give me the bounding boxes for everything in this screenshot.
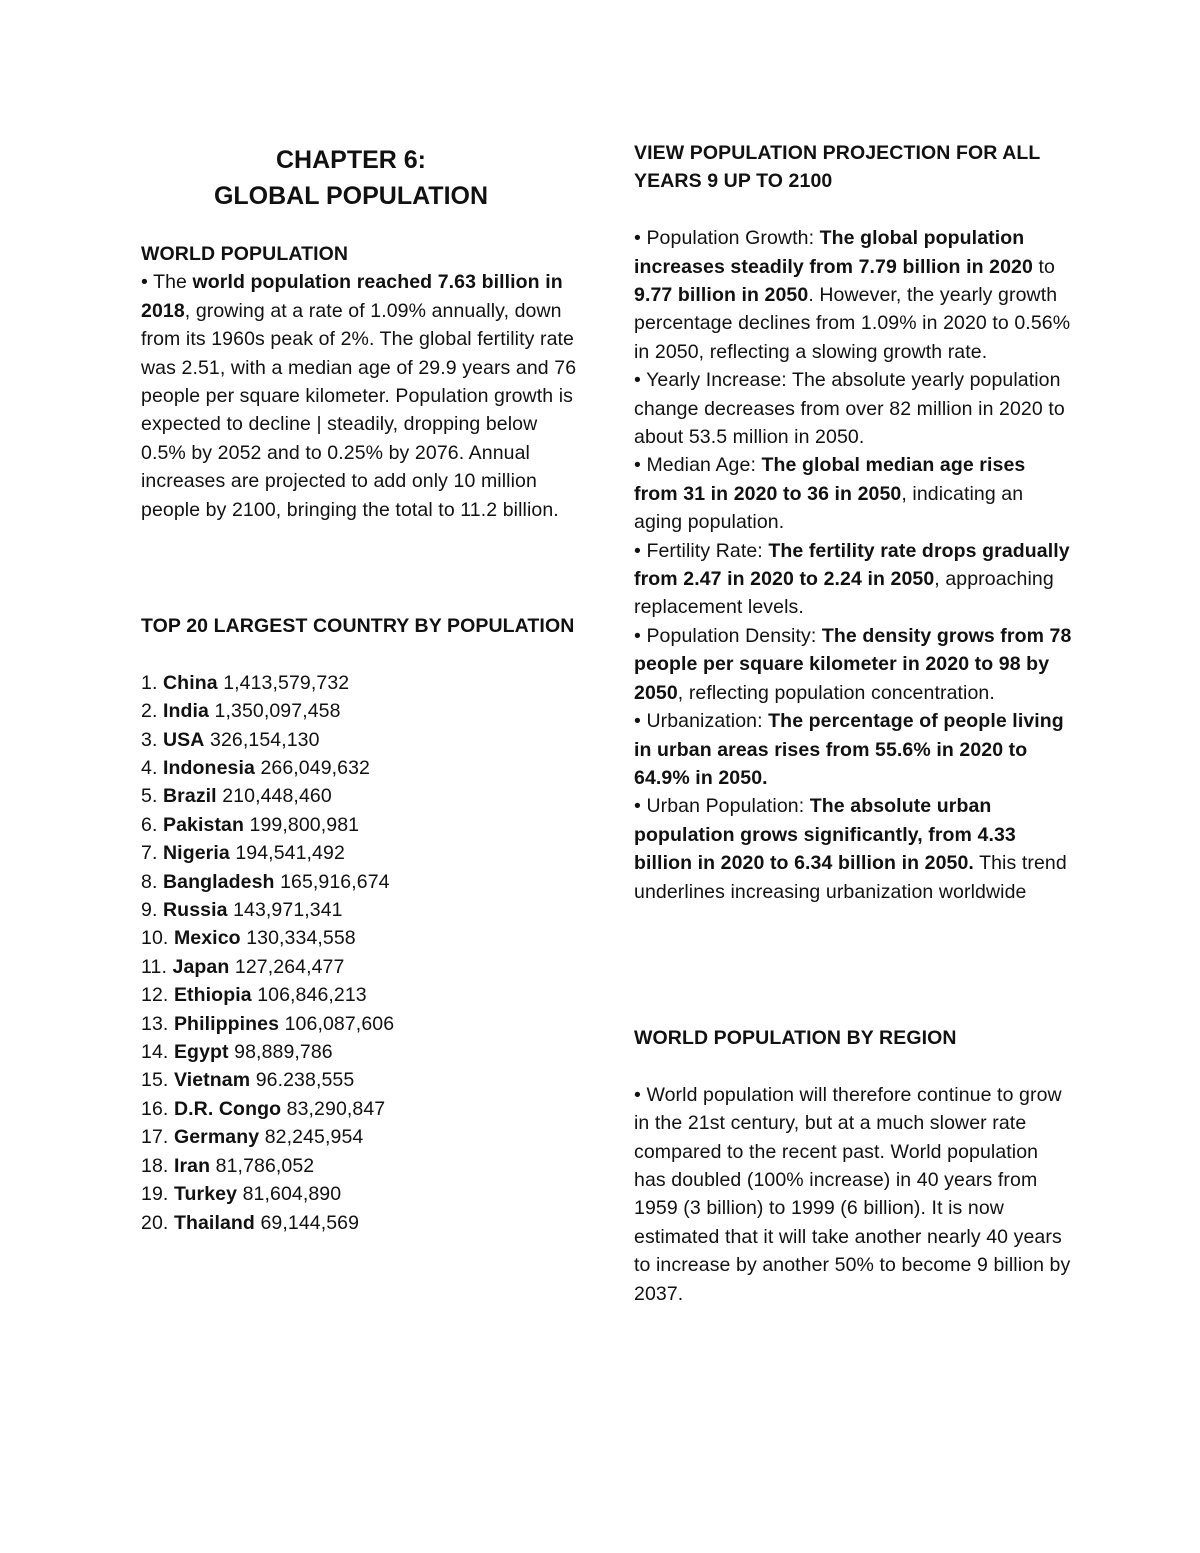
country-list-item: [141, 1209, 581, 1237]
urban-population-item: [634, 792, 1074, 906]
country-name: D.R. Congo: [173, 1097, 282, 1120]
country-list-item: [141, 981, 581, 1009]
yearly-item: [634, 366, 1074, 451]
country-list-item: [141, 1180, 581, 1208]
country-rank: 17.: [141, 1126, 169, 1149]
country-name: Indonesia: [163, 757, 255, 780]
country-rank: 5.: [141, 785, 158, 808]
section-heading: TOP 20 LARGEST COUNTRY BY POPULATION: [141, 615, 575, 637]
body-text: This trend underlines increasing urbanization worldwide: [634, 852, 1067, 903]
country-name: Iran: [173, 1154, 211, 1177]
section-heading: VIEW POPULATION PROJECTION FOR ALL YEARS 9 UP TO 2100: [634, 142, 1041, 193]
country-list-item: [141, 839, 581, 867]
body-text: . However, the yearly growth percentage declines from 1.09% in 2020 to 0.56% in 2050, reflecting a slowing growth rate.: [634, 284, 1071, 363]
country-rank: 20.: [141, 1211, 169, 1234]
country-population: 1,350,097,458: [214, 700, 341, 723]
highlight-text: The density grows from 78 people per square kilometer in 2020 to 98 by 2050: [634, 624, 1072, 704]
country-population: 106,846,213: [257, 984, 367, 1007]
item-label: • Population Density:: [634, 624, 822, 647]
country-name: Germany: [173, 1126, 260, 1149]
highlight-text: world population reached 7.63 billion in 2018: [141, 271, 563, 322]
country-list-item: [141, 726, 581, 754]
highlight-text: 9.77 billion in 2050: [634, 284, 809, 307]
country-population: 81,786,052: [215, 1154, 315, 1177]
density-item: [634, 622, 1074, 707]
chapter-name: GLOBAL POPULATION: [213, 182, 489, 210]
body-text: , indicating an aging population.: [634, 482, 1024, 534]
country-population: 194,541,492: [235, 842, 345, 865]
country-rank: 18.: [141, 1154, 169, 1177]
country-name: Nigeria: [163, 842, 230, 865]
section-heading: WORLD POPULATION: [141, 243, 349, 265]
country-rank: 8.: [141, 870, 158, 893]
item-label: • Yearly Increase:: [634, 369, 792, 392]
country-name: Mexico: [173, 927, 241, 950]
country-rank: 1.: [141, 671, 158, 694]
chapter-title: [141, 142, 561, 214]
country-rank: 3.: [141, 728, 158, 751]
country-population: 69,144,569: [260, 1211, 360, 1234]
country-list-item: [141, 1010, 581, 1038]
country-name: Turkey: [173, 1183, 238, 1206]
country-name: China: [163, 671, 218, 694]
country-list-item: [141, 868, 581, 896]
body-text: , reflecting population concentration.: [677, 681, 995, 704]
country-name: Brazil: [163, 785, 217, 808]
country-list-item: [141, 782, 581, 810]
country-name: Japan: [172, 955, 230, 978]
country-rank: 9.: [141, 899, 158, 922]
country-list-item: [141, 669, 581, 697]
country-population: 98,889,786: [234, 1041, 333, 1064]
country-name: Pakistan: [163, 813, 245, 836]
by-region-paragraph: • World population will therefore continue to grow in the 21st century, but at a much slower rate compared to the recent past. World population has doubled (100% increase) in 40 years from 1959 (3 billion) to 1999 (6 billion). It is now estimated that it will take another nearly 40 years to increase by another 50% to become 9 billion by 2037.: [634, 1083, 1071, 1305]
country-population: 266,049,632: [260, 757, 370, 780]
country-list-item: [141, 1095, 581, 1123]
country-population: 210,448,460: [222, 785, 332, 808]
country-population: 96.238,555: [255, 1069, 355, 1092]
item-label: • Median Age:: [634, 454, 762, 477]
country-rank: 6.: [141, 813, 158, 836]
item-label: • Urbanization:: [634, 710, 769, 733]
country-name: Thailand: [173, 1211, 255, 1234]
body-text: , growing at a rate of 1.09% annually, down from its 1960s peak of 2%. The global fertility rate was 2.51, with a median age of 29.9 years and 76 people per square kilometer. Population growth is expected to decline | steadily, dropping below 0.5% by 2052 and to 0.25% by 2076. Annual increases are projected to add only 10 million people by 2100, bringing the total to 11.2 billion.: [141, 299, 577, 521]
country-population: 143,971,341: [233, 899, 343, 922]
country-population: 326,154,130: [210, 728, 320, 751]
country-name: Ethiopia: [173, 984, 252, 1007]
country-list-item: [141, 1123, 581, 1151]
country-rank: 4.: [141, 757, 158, 780]
highlight-text: The fertility rate drops gradually from 2.47 in 2020 to 2.24 in 2050: [634, 539, 1070, 591]
by-region-section: [634, 1024, 1074, 1308]
country-list-item: [141, 953, 581, 981]
country-name: Philippines: [173, 1012, 280, 1035]
median-item: [634, 451, 1074, 536]
country-list-item: [141, 1066, 581, 1094]
urbanization-item: [634, 707, 1074, 792]
country-rank: 11.: [141, 955, 167, 978]
growth-item: [634, 224, 1074, 366]
body-text: to: [1032, 255, 1055, 278]
top20-section: [141, 612, 581, 1237]
country-rank: 7.: [141, 842, 158, 865]
fertility-item: [634, 537, 1074, 622]
country-population: 165,916,674: [280, 870, 390, 893]
country-rank: 2.: [141, 700, 158, 723]
country-population: 81,604,890: [242, 1183, 342, 1206]
country-name: Egypt: [173, 1041, 229, 1064]
country-name: USA: [163, 728, 205, 751]
country-population: 1,413,579,732: [223, 671, 350, 694]
country-list: [141, 669, 581, 1237]
bullet-prefix: • The: [141, 271, 193, 294]
country-rank: 14.: [141, 1041, 169, 1064]
country-population: 82,245,954: [264, 1126, 364, 1149]
body-text: , approaching replacement levels.: [634, 568, 1054, 619]
chapter-number: CHAPTER 6:: [275, 146, 426, 174]
country-list-item: [141, 924, 581, 952]
country-rank: 12.: [141, 984, 169, 1007]
projection-section: [634, 139, 1074, 906]
item-label: • Population Growth:: [634, 227, 820, 250]
country-population: 127,264,477: [234, 955, 345, 978]
country-name: Vietnam: [173, 1069, 251, 1092]
section-heading: WORLD POPULATION BY REGION: [634, 1027, 957, 1049]
item-label: • Fertility Rate:: [634, 539, 769, 562]
body-text: The absolute yearly population change decreases from over 82 million in 2020 to about 53.5 million in 2050.: [634, 369, 1065, 449]
item-label: • Urban Population:: [634, 795, 810, 818]
highlight-text: The global population increases steadily from 7.79 billion in 2020: [634, 227, 1033, 278]
country-population: 83,290,847: [286, 1097, 386, 1120]
country-rank: 16.: [141, 1097, 169, 1120]
world-population-paragraph: [141, 268, 581, 524]
country-list-item: [141, 697, 581, 725]
country-rank: 19.: [141, 1183, 169, 1206]
country-name: Bangladesh: [163, 870, 275, 893]
country-rank: 13.: [141, 1012, 169, 1035]
country-name: Russia: [163, 899, 228, 922]
country-rank: 15.: [141, 1069, 169, 1092]
country-population: 106,087,606: [284, 1012, 395, 1035]
country-list-item: [141, 811, 581, 839]
country-list-item: [141, 1038, 581, 1066]
highlight-text: The percentage of people living in urban areas rises from 55.6% in 2020 to 64.9% in 2050.: [634, 710, 1064, 789]
world-population-section: [141, 240, 581, 524]
country-population: 199,800,981: [249, 813, 360, 836]
country-list-item: [141, 896, 581, 924]
country-rank: 10.: [141, 927, 169, 950]
country-list-item: [141, 1152, 581, 1180]
highlight-text: The global median age rises from 31 in 2020 to 36 in 2050: [634, 454, 1026, 505]
country-population: 130,334,558: [246, 927, 356, 950]
country-list-item: [141, 754, 581, 782]
country-name: India: [163, 700, 210, 723]
highlight-text: The absolute urban population grows significantly, from 4.33 billion in 2020 to 6.34 billion in 2050.: [634, 795, 1016, 875]
